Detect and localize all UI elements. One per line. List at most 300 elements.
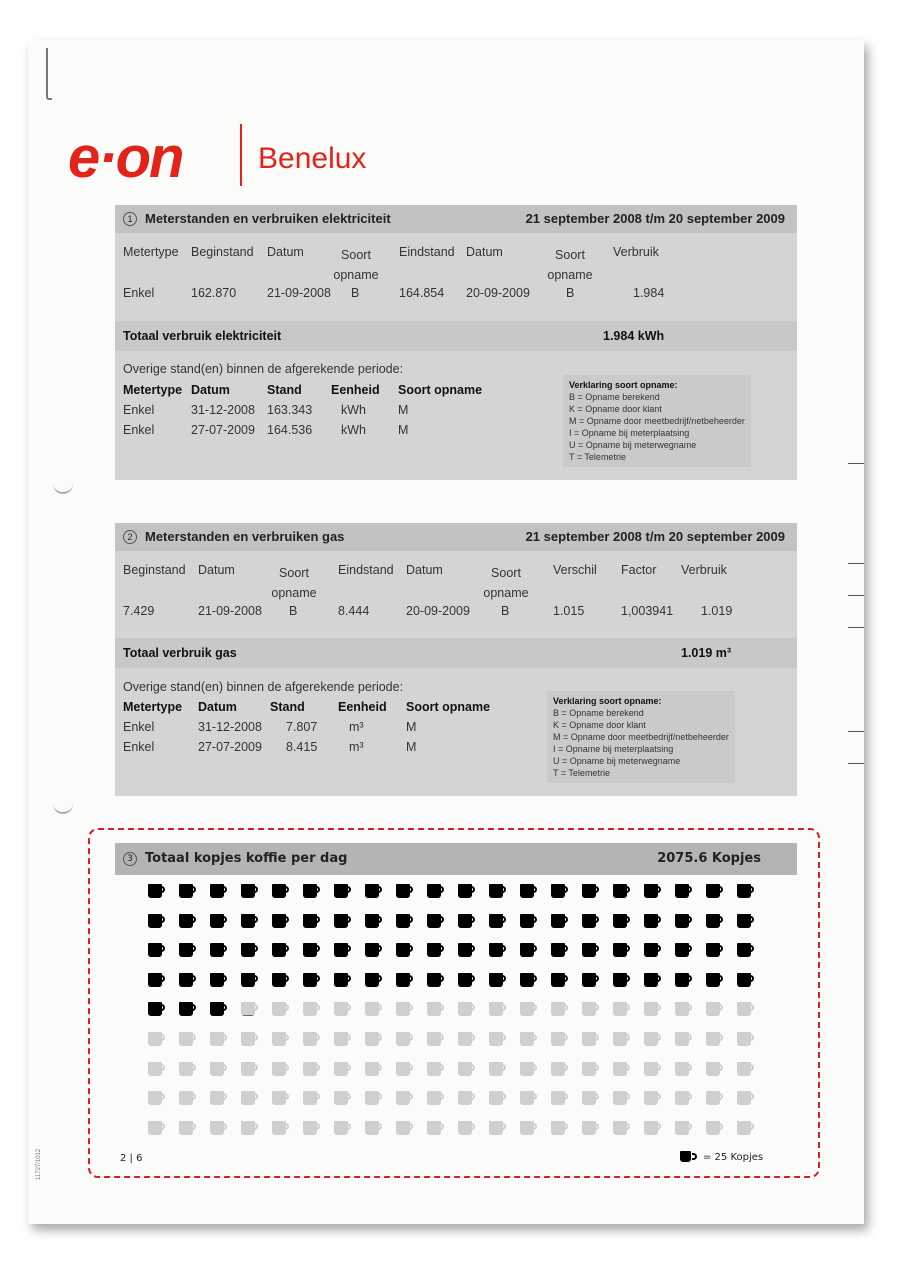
coffee-cup-icon bbox=[551, 973, 565, 987]
legend-line: T = Telemetrie bbox=[553, 768, 610, 778]
coffee-cup-icon bbox=[396, 1032, 410, 1046]
coffee-header bbox=[115, 843, 797, 875]
col-header: Soort opname bbox=[333, 248, 379, 282]
coffee-cup-icon bbox=[489, 943, 503, 957]
col-header: Factor bbox=[621, 563, 657, 577]
cell-beginstand: 162.870 bbox=[191, 286, 237, 300]
coffee-cup-icon bbox=[241, 1091, 255, 1105]
coffee-cup-icon bbox=[613, 1091, 627, 1105]
coffee-cup-icon bbox=[551, 884, 565, 898]
coffee-cup-icon bbox=[489, 884, 503, 898]
total-label: Totaal verbruik gas bbox=[123, 646, 237, 660]
coffee-cup-icon bbox=[680, 1151, 691, 1162]
coffee-cup-icon bbox=[644, 884, 658, 898]
coffee-cup-icon bbox=[582, 1032, 596, 1046]
coffee-cup-icon bbox=[675, 973, 689, 987]
cell-soort-opname: B bbox=[501, 604, 510, 618]
coffee-cup-icon bbox=[427, 943, 441, 957]
other-readings-title: Overige stand(en) binnen de afgerekende periode: bbox=[123, 362, 404, 376]
coffee-cup-icon bbox=[179, 1091, 193, 1105]
coffee-cup-icon bbox=[334, 884, 348, 898]
coffee-cup-icon bbox=[520, 1121, 534, 1135]
coffee-cup-icon bbox=[520, 943, 534, 957]
coffee-cup-icon bbox=[303, 1121, 317, 1135]
opname-legend bbox=[547, 691, 735, 783]
coffee-cup-icon bbox=[427, 1032, 441, 1046]
coffee-cup-icon bbox=[241, 1062, 255, 1076]
coffee-cup-icon bbox=[644, 1032, 658, 1046]
other-readings-title: Overige stand(en) binnen de afgerekende periode: bbox=[123, 680, 404, 694]
coffee-cup-icon bbox=[644, 973, 658, 987]
coffee-cup-icon bbox=[613, 914, 627, 928]
coffee-cup-icon bbox=[737, 1062, 751, 1076]
legend-line: I = Opname bij meterplaatsing bbox=[553, 744, 674, 754]
coffee-cup-icon bbox=[489, 1062, 503, 1076]
coffee-cup-icon bbox=[706, 1091, 720, 1105]
other-col-header: Eenheid bbox=[331, 383, 380, 397]
coffee-cup-icon bbox=[520, 1062, 534, 1076]
coffee-cup-icon bbox=[582, 1091, 596, 1105]
coffee-cup-icon bbox=[675, 1091, 689, 1105]
coffee-key-text: = 25 Kopjes bbox=[703, 1152, 764, 1163]
legend-line: T = Telemetrie bbox=[569, 452, 626, 462]
coffee-cup-icon bbox=[582, 1121, 596, 1135]
coffee-cup-icon bbox=[551, 1121, 565, 1135]
coffee-cup-icon bbox=[458, 973, 472, 987]
cell-verschil: 1.015 bbox=[553, 604, 585, 618]
coffee-cup-icon bbox=[489, 1091, 503, 1105]
cell-date: 20-09-2009 bbox=[466, 286, 530, 300]
legend-line: B = Opname berekend bbox=[553, 708, 644, 718]
coffee-cup-icon bbox=[241, 914, 255, 928]
col-header: Datum bbox=[198, 563, 235, 577]
margin-tick bbox=[848, 463, 864, 464]
coffee-cup-icon bbox=[179, 914, 193, 928]
coffee-cup-icon bbox=[303, 1062, 317, 1076]
coffee-cup-icon bbox=[148, 1091, 162, 1105]
other-cell: Enkel bbox=[123, 403, 155, 417]
coffee-cup-icon bbox=[644, 1002, 658, 1016]
page-number: 2 | 6 bbox=[120, 1153, 143, 1164]
electricity-section bbox=[115, 205, 797, 480]
other-cell: 31-12-2008 bbox=[198, 720, 262, 734]
other-col-header: Soort opname bbox=[398, 383, 483, 397]
legend-title: Verklaring soort opname: bbox=[569, 380, 678, 390]
coffee-cup-icon bbox=[396, 1121, 410, 1135]
coffee-cup-icon bbox=[613, 1002, 627, 1016]
coffee-cup-icon bbox=[489, 973, 503, 987]
coffee-title-text: Totaal kopjes koffie per dag bbox=[145, 851, 348, 866]
coffee-cup-icon bbox=[706, 884, 720, 898]
other-col-header: Datum bbox=[198, 700, 237, 714]
coffee-cup-icon bbox=[582, 973, 596, 987]
coffee-cup-icon bbox=[148, 1121, 162, 1135]
coffee-cup-icon bbox=[613, 1062, 627, 1076]
coffee-cup-icon bbox=[675, 1121, 689, 1135]
coffee-cup-icon bbox=[675, 914, 689, 928]
margin-tick bbox=[848, 595, 864, 596]
coffee-cup-icon bbox=[365, 1091, 379, 1105]
section-number: 1 bbox=[123, 212, 137, 226]
other-col-header: Metertype bbox=[123, 700, 183, 714]
coffee-cup-icon bbox=[303, 1002, 317, 1016]
coffee-cup-icon bbox=[210, 1032, 224, 1046]
cell-soort-opname: B bbox=[351, 286, 360, 300]
coffee-cup-icon bbox=[365, 884, 379, 898]
other-col-header: Soort opname bbox=[406, 700, 491, 714]
coffee-cup-icon bbox=[737, 1091, 751, 1105]
coffee-cup-icon bbox=[272, 973, 286, 987]
coffee-cup-icon bbox=[613, 1032, 627, 1046]
col-header: Verschil bbox=[553, 563, 597, 577]
coffee-cup-icon bbox=[210, 973, 224, 987]
coffee-cup-icon bbox=[675, 1062, 689, 1076]
coffee-cup-icon bbox=[458, 1062, 472, 1076]
coffee-cup-icon bbox=[272, 1091, 286, 1105]
coffee-cup-icon bbox=[675, 884, 689, 898]
coffee-cup-icon bbox=[272, 1002, 286, 1016]
coffee-cup-icon bbox=[365, 973, 379, 987]
coffee-cup-icon bbox=[613, 884, 627, 898]
electricity-title-text: Meterstanden en verbruiken elektriciteit bbox=[145, 211, 391, 226]
coffee-cup-icon bbox=[458, 943, 472, 957]
other-cell: M bbox=[406, 740, 417, 754]
coffee-cup-icon bbox=[706, 914, 720, 928]
coffee-cup-icon bbox=[179, 1032, 193, 1046]
cell-factor: 1,003941 bbox=[621, 604, 674, 618]
coffee-cup-icon bbox=[303, 1032, 317, 1046]
legend-line: U = Opname bij meterwegname bbox=[553, 756, 681, 766]
other-cell: kWh bbox=[341, 403, 366, 417]
logo-region: Benelux bbox=[258, 142, 367, 175]
col-header: Datum bbox=[466, 245, 503, 259]
section-number: 3 bbox=[123, 852, 137, 866]
coffee-cup-icon bbox=[458, 1091, 472, 1105]
coffee-cup-icon bbox=[458, 1121, 472, 1135]
legend-line: K = Opname door klant bbox=[553, 720, 646, 730]
coffee-cup-icon bbox=[582, 943, 596, 957]
coffee-cup-icon bbox=[241, 1121, 255, 1135]
coffee-cup-icon bbox=[427, 1002, 441, 1016]
other-cell: M bbox=[398, 403, 409, 417]
col-header: Verbruik bbox=[613, 245, 659, 259]
cell-soort-opname: B bbox=[566, 286, 575, 300]
gas-total-bar bbox=[115, 638, 797, 668]
gas-title bbox=[123, 529, 344, 544]
paper-clip bbox=[46, 48, 52, 100]
coffee-cup-icon bbox=[241, 1032, 255, 1046]
coffee-cup-icon bbox=[737, 973, 751, 987]
coffee-cup-icon bbox=[706, 1062, 720, 1076]
coffee-cup-icon bbox=[489, 1002, 503, 1016]
other-cell: 7.807 bbox=[286, 720, 318, 734]
coffee-title bbox=[123, 851, 347, 866]
coffee-cup-icon bbox=[148, 1002, 162, 1016]
coffee-cup-icon bbox=[396, 1062, 410, 1076]
coffee-cup-icon bbox=[582, 1062, 596, 1076]
col-header: Metertype bbox=[123, 245, 179, 259]
coffee-cup-icon bbox=[644, 943, 658, 957]
coffee-cup-icon bbox=[675, 1002, 689, 1016]
coffee-cup-icon bbox=[210, 1091, 224, 1105]
coffee-cup-icon bbox=[241, 973, 255, 987]
other-cell: 27-07-2009 bbox=[191, 423, 255, 437]
coffee-cup-icon bbox=[520, 884, 534, 898]
coffee-key bbox=[680, 1151, 763, 1163]
coffee-cup-icon bbox=[241, 1002, 255, 1016]
other-cell: M bbox=[398, 423, 409, 437]
coffee-cup-icon bbox=[179, 1062, 193, 1076]
coffee-cup-icon bbox=[737, 1121, 751, 1135]
legend-line: U = Opname bij meterwegname bbox=[569, 440, 697, 450]
coffee-cup-icon bbox=[365, 1002, 379, 1016]
other-cell: 164.536 bbox=[267, 423, 313, 437]
other-cell: 163.343 bbox=[267, 403, 313, 417]
col-header: Beginstand bbox=[191, 245, 254, 259]
col-header: Datum bbox=[406, 563, 443, 577]
coffee-cup-icon bbox=[427, 973, 441, 987]
coffee-cup-icon bbox=[396, 884, 410, 898]
coffee-cup-icon bbox=[520, 973, 534, 987]
coffee-cup-icon bbox=[210, 884, 224, 898]
coffee-cup-icon bbox=[675, 1032, 689, 1046]
cell-verbruik: 1.984 bbox=[633, 286, 665, 300]
coffee-cup-icon bbox=[613, 1121, 627, 1135]
other-cell: Enkel bbox=[123, 423, 155, 437]
coffee-cup-icon bbox=[334, 1121, 348, 1135]
coffee-cup-icon bbox=[427, 914, 441, 928]
coffee-cup-icon bbox=[303, 884, 317, 898]
coffee-cup-icon bbox=[148, 943, 162, 957]
coffee-cup-icon bbox=[520, 914, 534, 928]
margin-tick bbox=[848, 563, 864, 564]
coffee-cup-icon bbox=[334, 943, 348, 957]
coffee-cup-icon bbox=[427, 884, 441, 898]
logo-divider bbox=[240, 124, 242, 186]
legend-line: K = Opname door klant bbox=[569, 404, 662, 414]
col-header: Eindstand bbox=[399, 245, 455, 259]
other-cell: kWh bbox=[341, 423, 366, 437]
coffee-cup-icon bbox=[427, 1062, 441, 1076]
coffee-cup-icon bbox=[737, 1032, 751, 1046]
total-value: 1.019 m³ bbox=[681, 646, 732, 660]
coffee-cup-icon bbox=[613, 973, 627, 987]
coffee-cup-icon bbox=[551, 914, 565, 928]
cell-date: 20-09-2009 bbox=[406, 604, 470, 618]
gas-section bbox=[115, 523, 797, 796]
coffee-cup-icon bbox=[458, 1002, 472, 1016]
coffee-cup-icon bbox=[706, 943, 720, 957]
cell-eindstand: 164.854 bbox=[399, 286, 445, 300]
coffee-cup-icon bbox=[551, 1091, 565, 1105]
coffee-cup-icon bbox=[365, 1121, 379, 1135]
coffee-cup-icon bbox=[396, 914, 410, 928]
coffee-total: 2075.6 Kopjes bbox=[657, 851, 761, 866]
coffee-cup-icon bbox=[210, 943, 224, 957]
gas-header bbox=[115, 523, 797, 551]
cell-soort-opname: B bbox=[289, 604, 298, 618]
coffee-cup-grid bbox=[148, 884, 768, 1134]
legend-line: M = Opname door meetbedrijf/netbeheerder bbox=[553, 732, 729, 742]
coffee-cup-icon bbox=[334, 973, 348, 987]
coffee-cup-icon bbox=[737, 943, 751, 957]
coffee-cup-icon bbox=[551, 1032, 565, 1046]
coffee-cup-icon bbox=[365, 914, 379, 928]
coffee-cup-icon bbox=[582, 884, 596, 898]
other-cell: 27-07-2009 bbox=[198, 740, 262, 754]
gas-title-text: Meterstanden en verbruiken gas bbox=[145, 529, 345, 544]
legend-line: I = Opname bij meterplaatsing bbox=[569, 428, 690, 438]
coffee-cup-icon bbox=[179, 973, 193, 987]
other-cell: Enkel bbox=[123, 720, 155, 734]
coffee-cup-icon bbox=[737, 884, 751, 898]
coffee-cup-icon bbox=[644, 914, 658, 928]
cell-eindstand: 8.444 bbox=[338, 604, 370, 618]
coffee-cup-icon bbox=[706, 973, 720, 987]
electricity-period: 21 september 2008 t/m 20 september 2009 bbox=[525, 211, 785, 226]
margin-tick bbox=[848, 627, 864, 628]
coffee-cup-icon bbox=[334, 1091, 348, 1105]
cell-date: 21-09-2008 bbox=[198, 604, 262, 618]
coffee-cup-icon bbox=[241, 884, 255, 898]
coffee-cup-icon bbox=[613, 943, 627, 957]
coffee-cup-icon bbox=[148, 914, 162, 928]
coffee-cup-icon bbox=[241, 943, 255, 957]
coffee-cup-icon bbox=[272, 1062, 286, 1076]
col-header: Verbruik bbox=[681, 563, 727, 577]
coffee-cup-icon bbox=[334, 1002, 348, 1016]
coffee-cup-icon bbox=[396, 1091, 410, 1105]
other-cell: 31-12-2008 bbox=[191, 403, 255, 417]
electricity-header bbox=[115, 205, 797, 233]
other-col-header: Eenheid bbox=[338, 700, 387, 714]
coffee-cup-icon bbox=[644, 1062, 658, 1076]
coffee-cup-icon bbox=[489, 1121, 503, 1135]
other-col-header: Datum bbox=[191, 383, 230, 397]
margin-tick bbox=[848, 763, 864, 764]
coffee-cup-icon bbox=[303, 914, 317, 928]
coffee-cup-icon bbox=[458, 1032, 472, 1046]
coffee-cup-icon bbox=[303, 1091, 317, 1105]
coffee-cup-icon bbox=[675, 943, 689, 957]
coffee-cup-icon bbox=[148, 973, 162, 987]
coffee-cup-icon bbox=[489, 914, 503, 928]
margin-tick bbox=[848, 731, 864, 732]
logo-brand: e·on bbox=[68, 125, 183, 190]
coffee-cup-icon bbox=[148, 884, 162, 898]
coffee-cup-icon bbox=[179, 884, 193, 898]
coffee-cup-icon bbox=[303, 973, 317, 987]
coffee-cup-icon bbox=[210, 1121, 224, 1135]
coffee-cup-icon bbox=[458, 914, 472, 928]
coffee-cup-icon bbox=[427, 1091, 441, 1105]
coffee-cup-icon bbox=[706, 1002, 720, 1016]
col-header: Soort opname bbox=[547, 248, 593, 282]
coffee-cup-icon bbox=[396, 943, 410, 957]
opname-legend bbox=[563, 375, 751, 467]
cell-date: 21-09-2008 bbox=[267, 286, 331, 300]
total-label: Totaal verbruik elektriciteit bbox=[123, 329, 282, 343]
coffee-cup-icon bbox=[489, 1032, 503, 1046]
coffee-cup-icon bbox=[644, 1091, 658, 1105]
coffee-cup-icon bbox=[334, 914, 348, 928]
coffee-cup-icon bbox=[210, 914, 224, 928]
coffee-cup-icon bbox=[365, 1062, 379, 1076]
col-header: Beginstand bbox=[123, 563, 186, 577]
coffee-cup-icon bbox=[706, 1032, 720, 1046]
coffee-cup-icon bbox=[334, 1032, 348, 1046]
legend-title: Verklaring soort opname: bbox=[553, 696, 662, 706]
coffee-cup-icon bbox=[272, 914, 286, 928]
coffee-cup-icon bbox=[551, 943, 565, 957]
other-cell: m³ bbox=[349, 720, 364, 734]
side-code: 11727/1012 bbox=[36, 1148, 42, 1180]
other-cell: m³ bbox=[349, 740, 364, 754]
coffee-cup-icon bbox=[179, 1121, 193, 1135]
coffee-cup-icon bbox=[520, 1002, 534, 1016]
col-header: Soort opname bbox=[483, 566, 529, 600]
coffee-cup-icon bbox=[272, 884, 286, 898]
other-col-header: Stand bbox=[267, 383, 302, 397]
coffee-cup-icon bbox=[396, 1002, 410, 1016]
coffee-cup-icon bbox=[179, 1002, 193, 1016]
coffee-cup-icon bbox=[551, 1002, 565, 1016]
col-header: Datum bbox=[267, 245, 304, 259]
coffee-cup-icon bbox=[365, 943, 379, 957]
other-col-header: Metertype bbox=[123, 383, 183, 397]
total-value: 1.984 kWh bbox=[603, 329, 665, 343]
coffee-cup-icon bbox=[644, 1121, 658, 1135]
col-header: Eindstand bbox=[338, 563, 394, 577]
other-cell: Enkel bbox=[123, 740, 155, 754]
gas-period: 21 september 2008 t/m 20 september 2009 bbox=[525, 529, 785, 544]
coffee-cup-icon bbox=[582, 914, 596, 928]
coffee-cup-icon bbox=[272, 943, 286, 957]
other-cell: 8.415 bbox=[286, 740, 318, 754]
coffee-cup-icon bbox=[272, 1032, 286, 1046]
coffee-cup-icon bbox=[737, 1002, 751, 1016]
coffee-cup-icon bbox=[520, 1032, 534, 1046]
cell-metertype: Enkel bbox=[123, 286, 155, 300]
coffee-cup-icon bbox=[210, 1002, 224, 1016]
coffee-cup-icon bbox=[334, 1062, 348, 1076]
legend-line: M = Opname door meetbedrijf/netbeheerder bbox=[569, 416, 745, 426]
coffee-cup-icon bbox=[303, 943, 317, 957]
coffee-cup-icon bbox=[210, 1062, 224, 1076]
coffee-cup-icon bbox=[737, 914, 751, 928]
cell-verbruik: 1.019 bbox=[701, 604, 733, 618]
electricity-total-bar bbox=[115, 321, 797, 351]
coffee-cup-icon bbox=[148, 1062, 162, 1076]
legend-line: B = Opname berekend bbox=[569, 392, 660, 402]
coffee-cup-icon bbox=[365, 1032, 379, 1046]
col-header: Soort opname bbox=[271, 566, 317, 600]
other-cell: M bbox=[406, 720, 417, 734]
coffee-cup-icon bbox=[551, 1062, 565, 1076]
other-col-header: Stand bbox=[270, 700, 305, 714]
coffee-cup-icon bbox=[582, 1002, 596, 1016]
coffee-cup-icon bbox=[179, 943, 193, 957]
section-number: 2 bbox=[123, 530, 137, 544]
coffee-cup-icon bbox=[148, 1032, 162, 1046]
electricity-title bbox=[123, 211, 391, 226]
coffee-cup-icon bbox=[272, 1121, 286, 1135]
coffee-cup-icon bbox=[427, 1121, 441, 1135]
coffee-cup-icon bbox=[520, 1091, 534, 1105]
coffee-cup-icon bbox=[706, 1121, 720, 1135]
coffee-cup-icon bbox=[458, 884, 472, 898]
cell-beginstand: 7.429 bbox=[123, 604, 155, 618]
